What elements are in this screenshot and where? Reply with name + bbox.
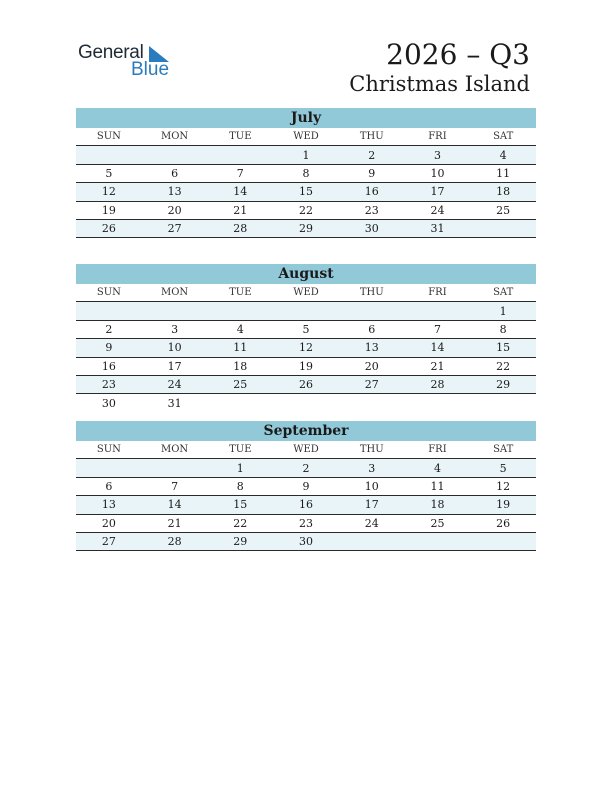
day-cell: 6 bbox=[368, 322, 376, 336]
day-cell: 5 bbox=[499, 461, 507, 475]
day-cell: 23 bbox=[364, 203, 379, 217]
weekday-header-row bbox=[76, 128, 536, 146]
day-cell: 14 bbox=[233, 185, 248, 199]
day-cell: 15 bbox=[299, 185, 314, 199]
day-cell: 30 bbox=[299, 535, 314, 549]
week-row bbox=[76, 220, 536, 238]
week-row bbox=[76, 146, 536, 164]
day-cell: 1 bbox=[302, 148, 310, 162]
week-row bbox=[76, 533, 536, 551]
day-cell: 16 bbox=[101, 359, 116, 373]
day-cell: 4 bbox=[433, 461, 441, 475]
weekday-label: WED bbox=[293, 287, 319, 299]
week-row bbox=[76, 339, 536, 357]
day-cell: 17 bbox=[167, 359, 182, 373]
day-cell: 16 bbox=[364, 185, 379, 199]
day-cell: 8 bbox=[236, 479, 244, 493]
day-cell: 19 bbox=[101, 203, 116, 217]
month-header: September bbox=[76, 421, 536, 441]
weekday-label: TUE bbox=[229, 287, 252, 299]
day-cell: 6 bbox=[171, 166, 179, 180]
day-cell: 13 bbox=[101, 498, 116, 512]
day-cell: 8 bbox=[499, 322, 507, 336]
month-july bbox=[76, 108, 536, 238]
day-cell: 13 bbox=[167, 185, 182, 199]
day-cell: 3 bbox=[433, 148, 441, 162]
day-cell: 30 bbox=[364, 222, 379, 236]
day-cell: 6 bbox=[105, 479, 113, 493]
day-cell: 4 bbox=[499, 148, 507, 162]
day-cell: 21 bbox=[233, 203, 248, 217]
day-cell: 17 bbox=[430, 185, 445, 199]
weekday-label: SAT bbox=[493, 444, 514, 456]
week-row bbox=[76, 302, 536, 320]
day-cell: 9 bbox=[302, 479, 310, 493]
week-row bbox=[76, 321, 536, 339]
day-cell: 3 bbox=[368, 461, 376, 475]
day-cell: 2 bbox=[368, 148, 376, 162]
day-cell: 22 bbox=[233, 516, 248, 530]
day-cell: 10 bbox=[364, 479, 379, 493]
day-cell: 26 bbox=[299, 378, 314, 392]
day-cell: 21 bbox=[430, 359, 445, 373]
day-cell: 21 bbox=[167, 516, 182, 530]
week-row bbox=[76, 515, 536, 533]
day-cell: 11 bbox=[430, 479, 445, 493]
day-cell: 14 bbox=[167, 498, 182, 512]
day-cell: 19 bbox=[496, 498, 511, 512]
week-row bbox=[76, 165, 536, 183]
day-cell: 2 bbox=[302, 461, 310, 475]
week-row bbox=[76, 202, 536, 220]
month-august bbox=[76, 264, 536, 412]
day-cell: 1 bbox=[236, 461, 244, 475]
day-cell: 28 bbox=[233, 222, 248, 236]
day-cell: 27 bbox=[364, 378, 379, 392]
day-cell: 13 bbox=[364, 341, 379, 355]
logo bbox=[78, 42, 188, 82]
day-cell: 30 bbox=[101, 396, 116, 410]
month-header: August bbox=[76, 264, 536, 284]
month-header: July bbox=[76, 108, 536, 128]
week-row bbox=[76, 183, 536, 201]
day-cell: 14 bbox=[430, 341, 445, 355]
day-cell: 11 bbox=[233, 341, 248, 355]
day-cell: 31 bbox=[167, 396, 182, 410]
day-cell: 12 bbox=[496, 479, 511, 493]
week-row bbox=[76, 358, 536, 376]
weekday-label: THU bbox=[359, 444, 384, 456]
weekday-label: FRI bbox=[428, 444, 447, 456]
weekday-label: WED bbox=[293, 131, 319, 143]
day-cell: 25 bbox=[233, 378, 248, 392]
day-cell: 5 bbox=[302, 322, 310, 336]
day-cell: 22 bbox=[299, 203, 314, 217]
day-cell: 11 bbox=[496, 166, 511, 180]
day-cell: 7 bbox=[236, 166, 244, 180]
day-cell: 23 bbox=[299, 516, 314, 530]
month-september bbox=[76, 421, 536, 551]
day-cell: 16 bbox=[299, 498, 314, 512]
weekday-label: SUN bbox=[96, 131, 121, 143]
weekday-header-row bbox=[76, 441, 536, 459]
weekday-label: TUE bbox=[229, 131, 252, 143]
day-cell: 12 bbox=[299, 341, 314, 355]
day-cell: 15 bbox=[233, 498, 248, 512]
day-cell: 10 bbox=[167, 341, 182, 355]
weekday-label: WED bbox=[293, 444, 319, 456]
day-cell: 3 bbox=[171, 322, 179, 336]
logo-blue-text: Blue bbox=[131, 59, 170, 80]
day-cell: 15 bbox=[496, 341, 511, 355]
day-cell: 28 bbox=[167, 535, 182, 549]
weekday-header-row bbox=[76, 284, 536, 302]
weekday-label: FRI bbox=[428, 131, 447, 143]
day-cell: 7 bbox=[171, 479, 179, 493]
day-cell: 29 bbox=[299, 222, 314, 236]
day-cell: 20 bbox=[167, 203, 182, 217]
weekday-label: SAT bbox=[493, 131, 514, 143]
day-cell: 7 bbox=[433, 322, 441, 336]
week-row bbox=[76, 394, 536, 411]
day-cell: 9 bbox=[368, 166, 376, 180]
weekday-label: MON bbox=[160, 287, 189, 299]
day-cell: 24 bbox=[430, 203, 445, 217]
day-cell: 22 bbox=[496, 359, 511, 373]
day-cell: 24 bbox=[364, 516, 379, 530]
day-cell: 8 bbox=[302, 166, 310, 180]
weekday-label: SAT bbox=[493, 287, 514, 299]
day-cell: 2 bbox=[105, 322, 113, 336]
day-cell: 17 bbox=[364, 498, 379, 512]
day-cell: 26 bbox=[496, 516, 511, 530]
day-cell: 20 bbox=[101, 516, 116, 530]
weekday-label: THU bbox=[359, 287, 384, 299]
day-cell: 20 bbox=[364, 359, 379, 373]
day-cell: 29 bbox=[233, 535, 248, 549]
day-cell: 25 bbox=[430, 516, 445, 530]
weekday-label: TUE bbox=[229, 444, 252, 456]
page-title: 2026 – Q3 bbox=[386, 38, 530, 71]
page-subtitle: Christmas Island bbox=[349, 72, 530, 96]
weekday-label: SUN bbox=[96, 444, 121, 456]
day-cell: 18 bbox=[430, 498, 445, 512]
weekday-label: MON bbox=[160, 131, 189, 143]
day-cell: 26 bbox=[101, 222, 116, 236]
week-row bbox=[76, 496, 536, 514]
weekday-label: FRI bbox=[428, 287, 447, 299]
day-cell: 5 bbox=[105, 166, 113, 180]
day-cell: 31 bbox=[430, 222, 445, 236]
week-row bbox=[76, 478, 536, 496]
day-cell: 29 bbox=[496, 378, 511, 392]
day-cell: 9 bbox=[105, 341, 113, 355]
week-row bbox=[76, 459, 536, 477]
day-cell: 27 bbox=[101, 535, 116, 549]
day-cell: 23 bbox=[101, 378, 116, 392]
weekday-label: THU bbox=[359, 131, 384, 143]
day-cell: 4 bbox=[236, 322, 244, 336]
day-cell: 28 bbox=[430, 378, 445, 392]
weekday-label: SUN bbox=[96, 287, 121, 299]
day-cell: 18 bbox=[496, 185, 511, 199]
day-cell: 18 bbox=[233, 359, 248, 373]
week-row bbox=[76, 376, 536, 394]
logo-general-text: General bbox=[78, 42, 144, 63]
day-cell: 1 bbox=[499, 304, 507, 318]
day-cell: 27 bbox=[167, 222, 182, 236]
weekday-label: MON bbox=[160, 444, 189, 456]
day-cell: 25 bbox=[496, 203, 511, 217]
day-cell: 12 bbox=[101, 185, 116, 199]
day-cell: 24 bbox=[167, 378, 182, 392]
day-cell: 19 bbox=[299, 359, 314, 373]
day-cell: 10 bbox=[430, 166, 445, 180]
